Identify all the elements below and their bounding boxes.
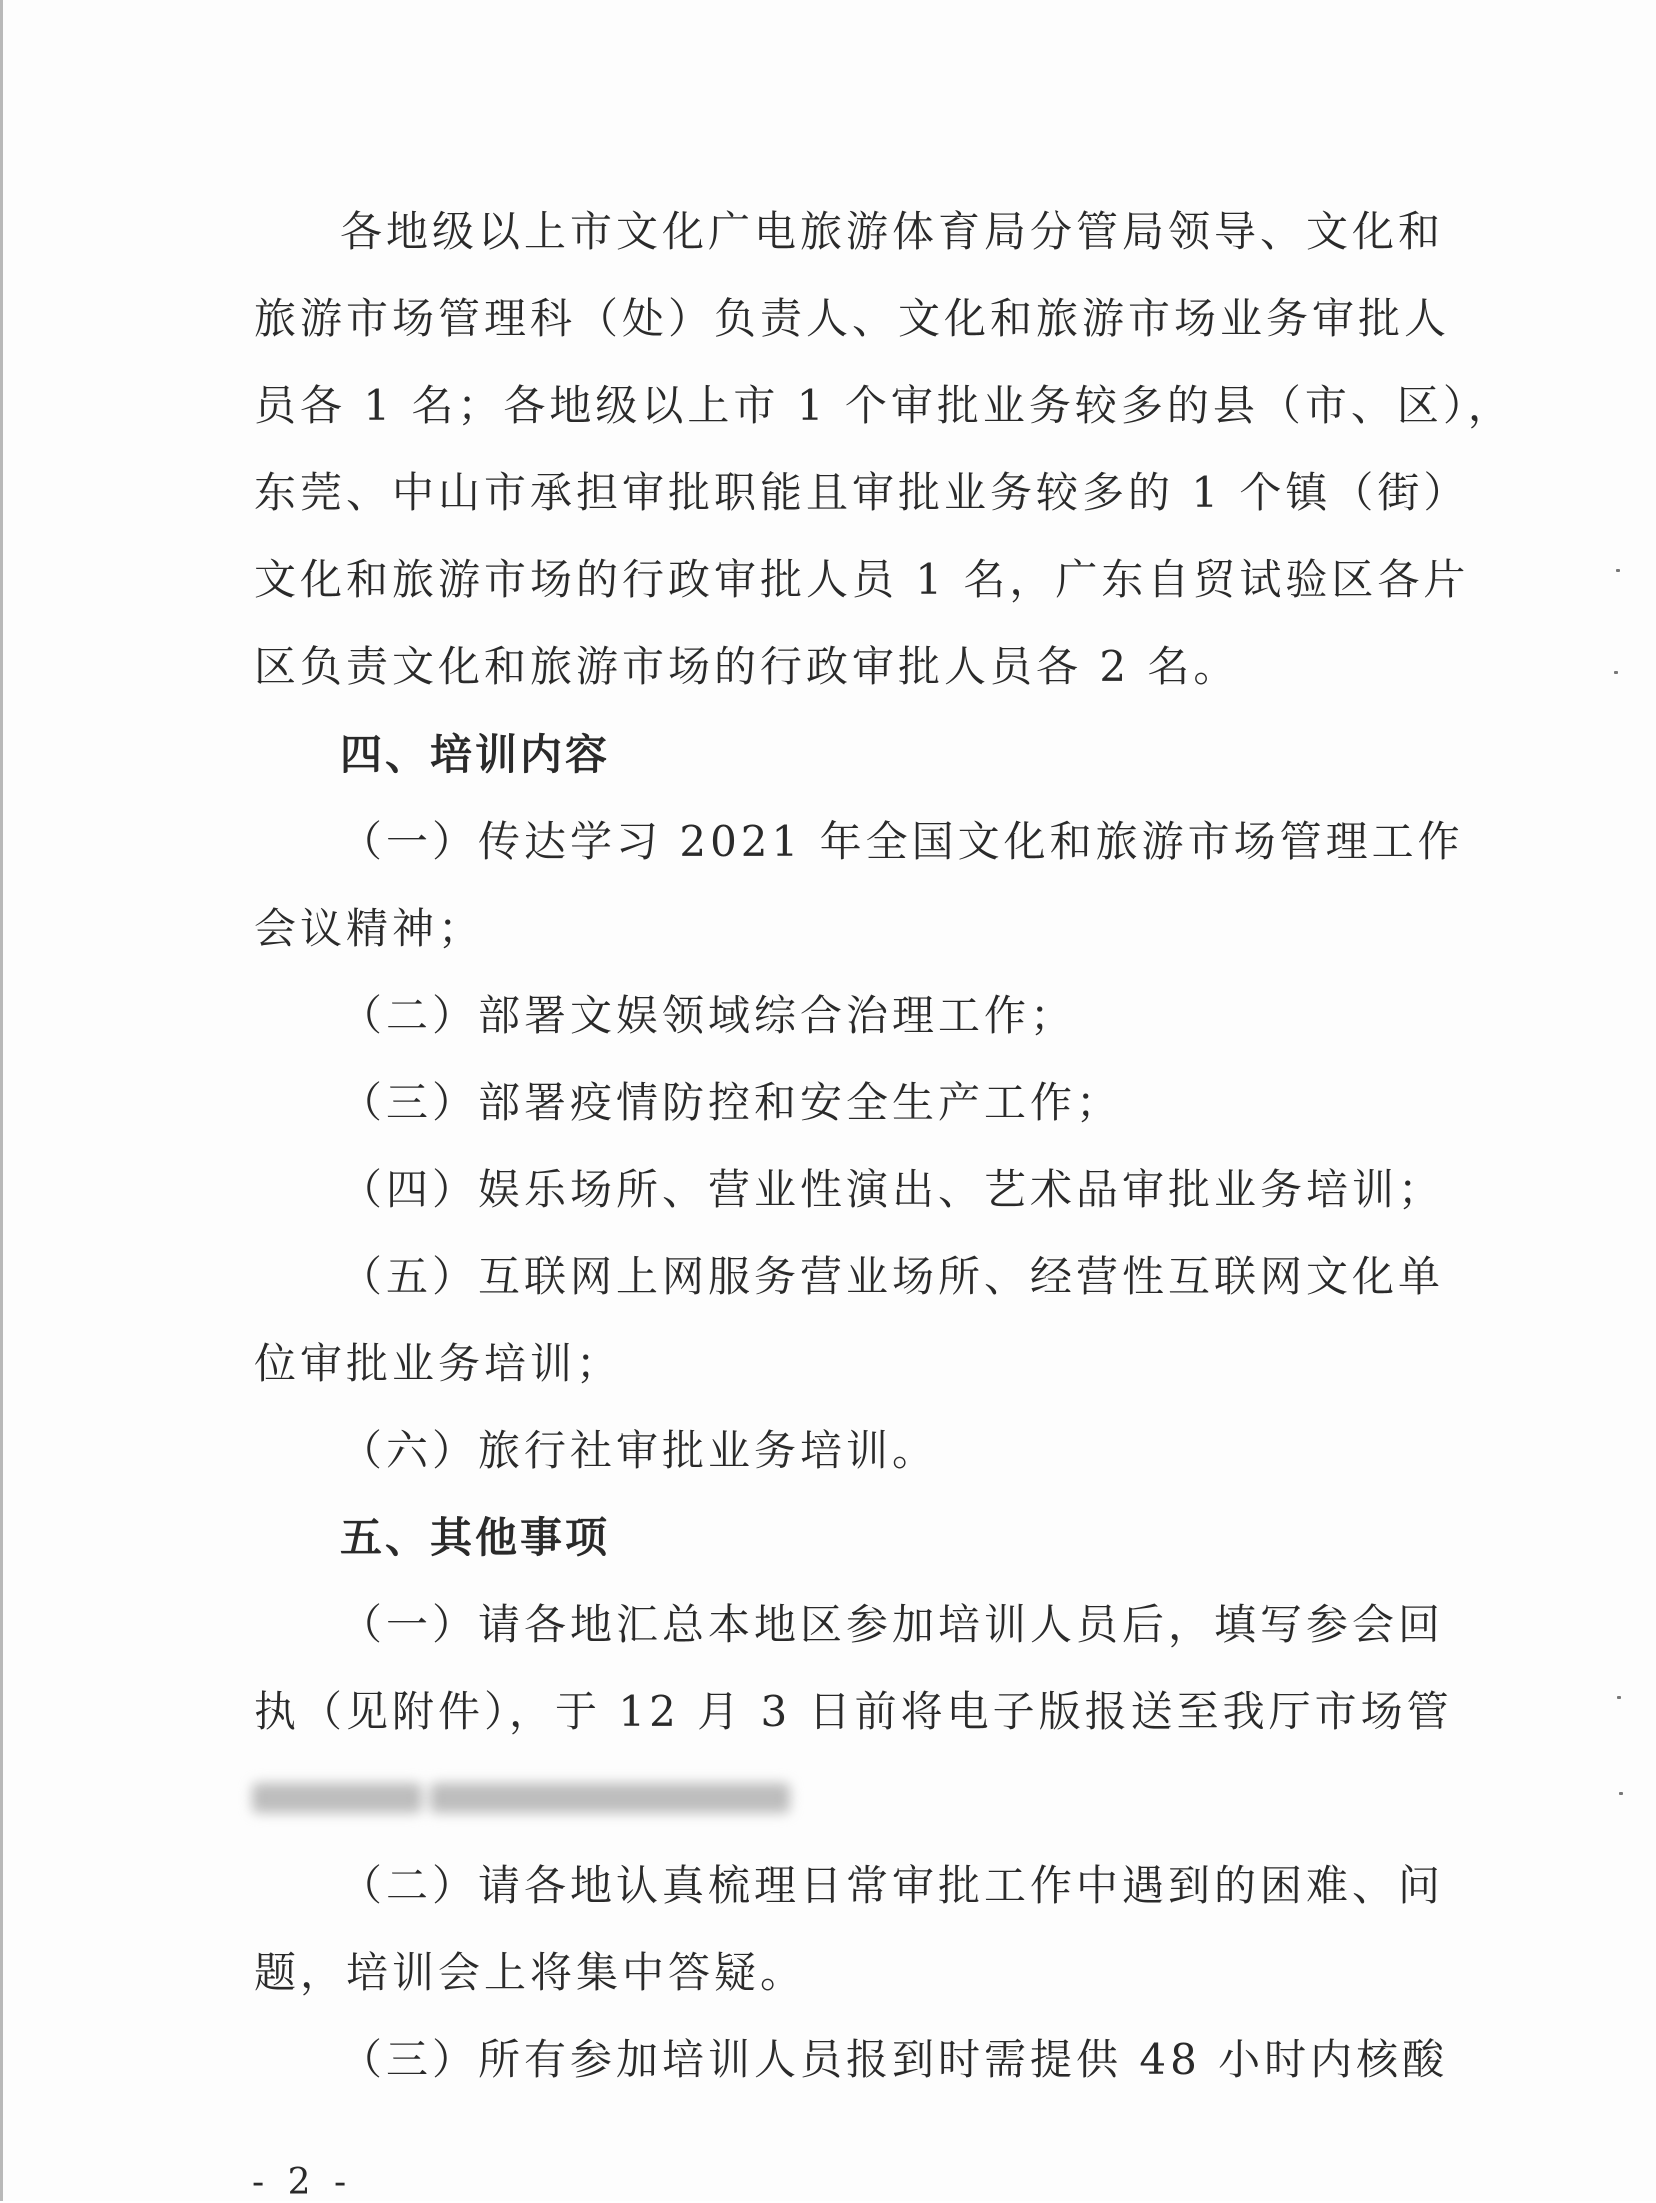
list-item: （四）娱乐场所、营业性演出、艺术品审批业务培训； — [340, 1165, 1445, 1214]
list-item-continuation: 会议精神； — [254, 904, 485, 953]
redacted-email-line — [252, 1769, 832, 1823]
section-heading: 五、其他事项 — [340, 1513, 611, 1562]
paragraph-line: 各地级以上市文化广电旅游体育局分管局领导、文化和 — [340, 207, 1445, 256]
list-item: （五）互联网上网服务营业场所、经营性互联网文化单 — [340, 1252, 1445, 1301]
paragraph-line: 员各 1 名；各地级以上市 1 个审批业务较多的县（市、区）， — [254, 381, 1514, 430]
list-item: （二）请各地认真梳理日常审批工作中遇到的困难、问 — [340, 1861, 1445, 1910]
list-item: （一）请各地汇总本地区参加培训人员后，填写参会回 — [340, 1600, 1445, 1649]
paragraph-line: 区负责文化和旅游市场的行政审批人员各 2 名。 — [254, 642, 1240, 691]
list-item-continuation: 题，培训会上将集中答疑。 — [254, 1948, 807, 1997]
list-item: （一）传达学习 2021 年全国文化和旅游市场管理工作 — [340, 817, 1464, 866]
scan-speck — [1614, 671, 1618, 674]
page-number: - 2 - — [252, 2162, 353, 2203]
list-item: （六）旅行社审批业务培训。 — [340, 1426, 939, 1475]
paragraph-line: 旅游市场管理科（处）负责人、文化和旅游市场业务审批人 — [254, 294, 1451, 343]
scan-speck — [1616, 569, 1620, 572]
list-item: （二）部署文娱领域综合治理工作； — [340, 991, 1077, 1040]
scan-speck — [1619, 1792, 1623, 1795]
list-item: （三）部署疫情防控和安全生产工作； — [340, 1078, 1123, 1127]
scan-speck — [1617, 1696, 1621, 1699]
paragraph-line: 文化和旅游市场的行政审批人员 1 名，广东自贸试验区各片 — [254, 555, 1470, 604]
paragraph-line: 东莞、中山市承担审批职能且审批业务较多的 1 个镇（街） — [254, 468, 1470, 517]
section-heading: 四、培训内容 — [340, 730, 611, 779]
list-item: （三）所有参加培训人员报到时需提供 48 小时内核酸 — [340, 2035, 1449, 2084]
list-item-continuation: 位审批业务培训； — [254, 1339, 623, 1388]
list-item-continuation: 执（见附件），于 12 月 3 日前将电子版报送至我厅市场管 — [254, 1687, 1453, 1736]
scan-edge — [0, 0, 3, 2201]
